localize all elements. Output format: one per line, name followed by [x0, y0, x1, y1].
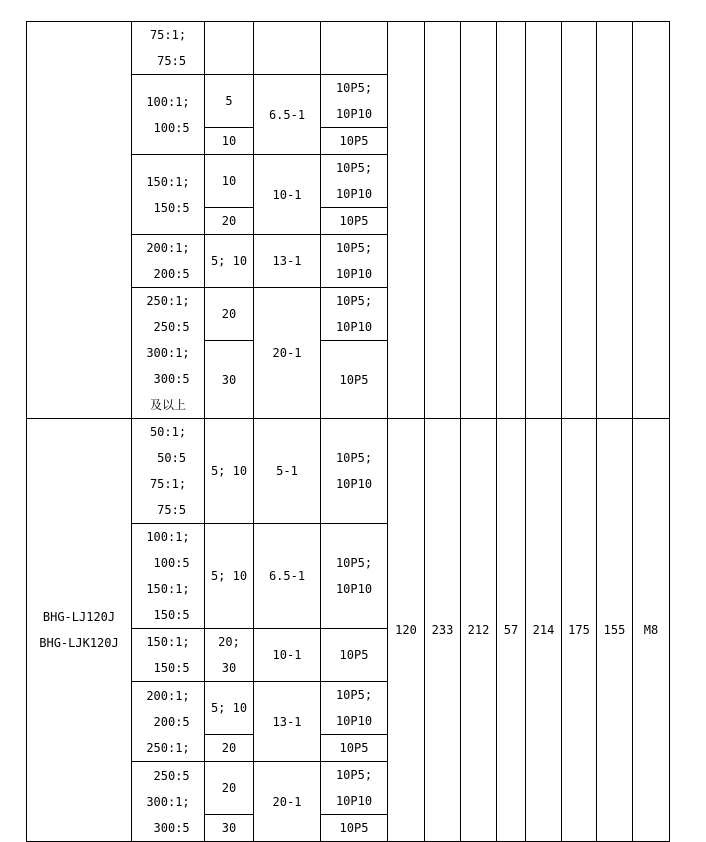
dim-cell	[633, 22, 670, 419]
va-cell: 20	[205, 208, 254, 235]
ratio-cell: 50:1; 50:5 75:1; 75:5	[132, 419, 205, 524]
va-cell: 20	[205, 735, 254, 762]
dim-cell: M8	[633, 419, 670, 842]
va-cell	[205, 22, 254, 75]
dim-cell: 214	[526, 419, 562, 842]
range-cell	[254, 22, 321, 75]
ratio-cell: 100:1; 100:5 150:1; 150:5	[132, 524, 205, 629]
range-cell: 13-1	[254, 235, 321, 288]
dim-cell	[497, 22, 526, 419]
range-cell: 13-1	[254, 682, 321, 762]
class-cell	[321, 22, 388, 75]
ratio-cell: 250:1; 250:5 300:1; 300:5 及以上	[132, 288, 205, 419]
range-cell: 20-1	[254, 288, 321, 419]
dim-cell	[388, 22, 425, 419]
va-cell: 20	[205, 762, 254, 815]
ratio-cell: 100:1; 100:5	[132, 75, 205, 155]
class-cell: 10P5	[321, 128, 388, 155]
class-cell: 10P5; 10P10	[321, 288, 388, 341]
dim-cell: 57	[497, 419, 526, 842]
class-cell: 10P5; 10P10	[321, 75, 388, 128]
dim-cell	[425, 22, 461, 419]
dim-cell	[597, 22, 633, 419]
dim-cell: 212	[461, 419, 497, 842]
va-cell: 5; 10	[205, 682, 254, 735]
range-cell: 6.5-1	[254, 75, 321, 155]
va-cell: 5; 10	[205, 235, 254, 288]
class-cell: 10P5	[321, 735, 388, 762]
range-cell: 10-1	[254, 155, 321, 235]
class-cell: 10P5; 10P10	[321, 524, 388, 629]
class-cell: 10P5	[321, 815, 388, 842]
dim-cell: 155	[597, 419, 633, 842]
va-cell: 30	[205, 815, 254, 842]
ratio-cell: 250:5 300:1; 300:5	[132, 762, 205, 842]
model-cell: BHG-LJ120J BHG-LJK120J	[27, 419, 132, 842]
range-cell: 5-1	[254, 419, 321, 524]
transformer-spec-table	[26, 21, 670, 842]
dim-cell	[461, 22, 497, 419]
dim-cell: 175	[562, 419, 597, 842]
ratio-cell: 150:1; 150:5	[132, 155, 205, 235]
va-cell: 20	[205, 288, 254, 341]
class-cell: 10P5	[321, 341, 388, 419]
class-cell: 10P5	[321, 208, 388, 235]
dim-cell: 233	[425, 419, 461, 842]
ratio-cell: 75:1; 75:5	[132, 22, 205, 75]
va-cell: 5	[205, 75, 254, 128]
va-cell: 10	[205, 155, 254, 208]
va-cell: 30	[205, 341, 254, 419]
model-cell	[27, 22, 132, 419]
va-cell: 10	[205, 128, 254, 155]
class-cell: 10P5; 10P10	[321, 155, 388, 208]
table-row	[27, 419, 670, 524]
class-cell: 10P5; 10P10	[321, 762, 388, 815]
va-cell: 20; 30	[205, 629, 254, 682]
va-cell: 5; 10	[205, 419, 254, 524]
va-cell: 5; 10	[205, 524, 254, 629]
table-row	[27, 22, 670, 75]
dim-cell	[562, 22, 597, 419]
class-cell: 10P5; 10P10	[321, 419, 388, 524]
range-cell: 20-1	[254, 762, 321, 842]
ratio-cell: 200:1; 200:5 250:1;	[132, 682, 205, 762]
range-cell: 10-1	[254, 629, 321, 682]
dim-cell	[526, 22, 562, 419]
class-cell: 10P5; 10P10	[321, 682, 388, 735]
class-cell: 10P5	[321, 629, 388, 682]
ratio-cell: 150:1; 150:5	[132, 629, 205, 682]
dim-cell: 120	[388, 419, 425, 842]
range-cell: 6.5-1	[254, 524, 321, 629]
class-cell: 10P5; 10P10	[321, 235, 388, 288]
ratio-cell: 200:1; 200:5	[132, 235, 205, 288]
